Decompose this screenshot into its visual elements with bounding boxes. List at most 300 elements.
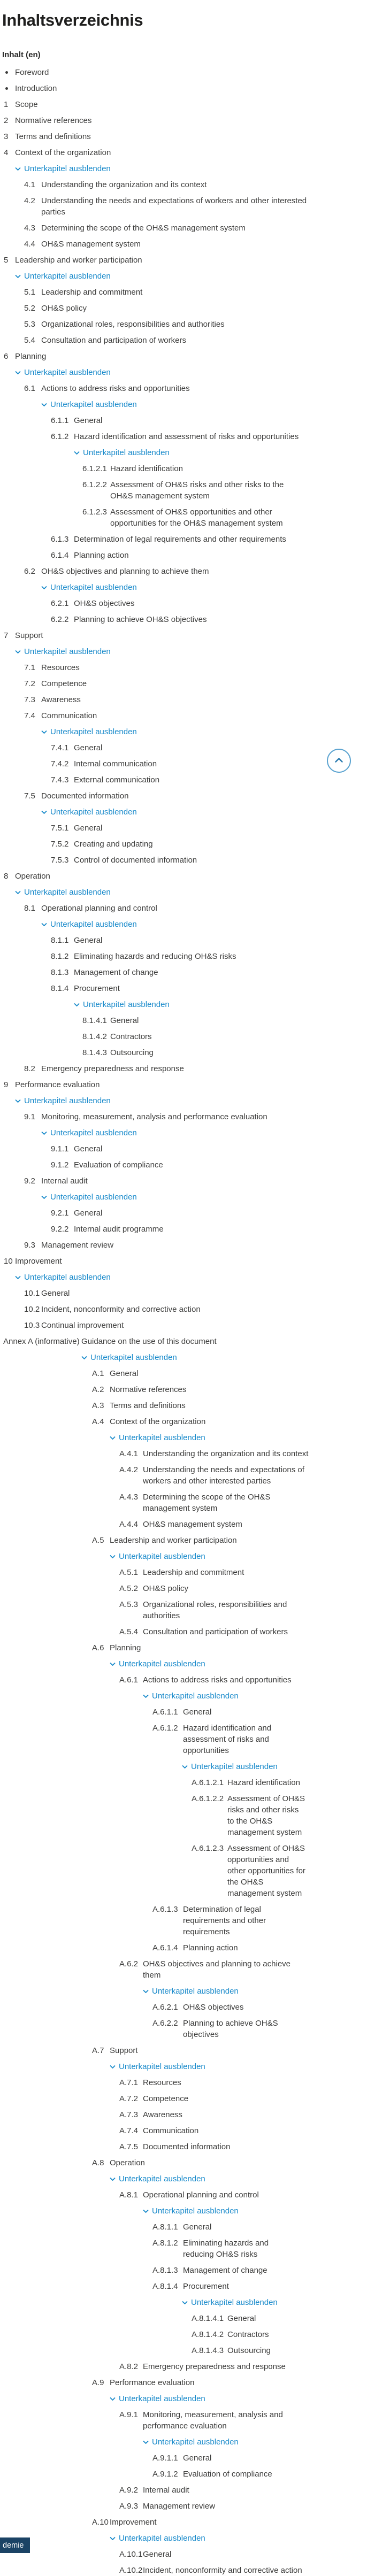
toc-item-label[interactable]: Leadership and worker participation — [110, 1536, 237, 1545]
toc-item-number: 6.2.2 — [51, 615, 69, 624]
toc-item-number: A.6.1.1 — [152, 1708, 178, 1717]
toc-item-label[interactable]: Organizational roles, responsibilities and authorities — [143, 1600, 287, 1620]
subchapter-toggle-label: Unterkapitel ausblenden — [191, 2298, 278, 2307]
toc-item-6-1-2-1 — [0, 463, 321, 474]
subchapter-toggle[interactable] — [41, 806, 137, 818]
bullet-icon — [5, 87, 8, 90]
toc-item-label[interactable]: Assessment of OH&S opportunities and other opportunities for the OH&S management system — [110, 507, 283, 528]
subchapter-toggle[interactable] — [143, 1690, 239, 1702]
toc-item-number: 8.1.2 — [51, 952, 69, 961]
chevron-down-icon — [41, 403, 47, 407]
toc-item-label[interactable]: Procurement — [74, 984, 120, 993]
toc-item-label[interactable]: Planning to achieve OH&S objectives — [74, 615, 207, 624]
toc-item-label[interactable]: General — [41, 1289, 70, 1298]
subchapter-toggle-row — [0, 1191, 321, 1203]
toc-item-a-4-1 — [0, 1448, 321, 1459]
toc-item-label[interactable]: Operation — [110, 2158, 145, 2167]
toc-item-label[interactable]: Operational planning and control — [41, 904, 157, 913]
toc-item-a-6-2-2 — [0, 2018, 321, 2040]
toc-item-label[interactable]: Monitoring, measurement, analysis and performance evaluation — [41, 1112, 267, 1121]
subchapter-toggle[interactable] — [110, 2173, 205, 2185]
toc-item-label[interactable]: General — [227, 2314, 256, 2323]
toc-item-label[interactable]: Understanding the needs and expectations of workers and other interested parties — [41, 196, 307, 217]
toc-item-number: A.6.1.2 — [152, 1724, 178, 1733]
toc-item-label[interactable]: Leadership and commitment — [41, 288, 143, 297]
toc-item-a-4-2 — [0, 1464, 321, 1487]
toc-item-label[interactable]: Assessment of OH&S risks and other risks to the OH&S management system — [227, 1794, 305, 1837]
toc-item-a-10-1 — [0, 2549, 321, 2560]
toc-item-label[interactable]: Competence — [41, 679, 87, 688]
toc-item-1 — [0, 99, 321, 110]
toc-item-7-5-1 — [0, 822, 321, 834]
toc-item-label[interactable]: Hazard identification and assessment of risks and opportunities — [183, 1724, 272, 1755]
toc-item-number: A.10.2 — [119, 2566, 143, 2575]
subchapter-toggle-label: Unterkapitel ausblenden — [119, 1552, 205, 1561]
toc-item-label[interactable]: Foreword — [15, 68, 49, 77]
toc-item-5-4 — [0, 335, 321, 346]
subchapter-toggle-label: Unterkapitel ausblenden — [24, 1273, 111, 1282]
toc-item-8-2 — [0, 1063, 321, 1074]
toc-item-label[interactable]: Monitoring, measurement, analysis and performance evaluation — [143, 2410, 283, 2431]
toc-item-label[interactable]: Improvement — [110, 2518, 157, 2527]
toc-item-label[interactable]: Documented information — [143, 2142, 231, 2151]
toc-subtitle: Inhalt (en) — [2, 50, 41, 59]
subchapter-toggle[interactable] — [15, 271, 111, 282]
subchapter-toggle-label: Unterkapitel ausblenden — [83, 448, 170, 457]
subchapter-toggle-row — [0, 2436, 321, 2448]
subchapter-toggle-label: Unterkapitel ausblenden — [50, 400, 137, 409]
toc-item-a-9 — [0, 2377, 321, 2388]
toc-item-label[interactable]: Incident, nonconformity and corrective action — [143, 2566, 302, 2575]
subchapter-toggle-label: Unterkapitel ausblenden — [24, 164, 111, 173]
toc-item-label[interactable]: Management of change — [74, 968, 158, 977]
toc-item-a-7-4 — [0, 2125, 321, 2136]
toc-item-number: A.6.1.2.2 — [192, 1794, 224, 1803]
toc-item-label[interactable]: Planning — [110, 1643, 141, 1652]
toc-item-label[interactable]: Internal audit programme — [74, 1225, 164, 1234]
toc-item-label[interactable]: Actions to address risks and opportunities — [41, 384, 190, 393]
toc-item-label[interactable]: Planning to achieve OH&S objectives — [183, 2019, 278, 2039]
subchapter-toggle-label: Unterkapitel ausblenden — [119, 2534, 205, 2543]
toc-item-number: A.1 — [92, 1369, 104, 1378]
toc-item-a-6-1-2-2 — [0, 1793, 321, 1838]
subchapter-toggle[interactable] — [110, 2393, 205, 2404]
toc-item-label[interactable]: Internal communication — [74, 759, 157, 768]
toc-item-a-7-5 — [0, 2141, 321, 2152]
toc-item-a-5-4 — [0, 1626, 321, 1637]
toc-item-6-2 — [0, 566, 321, 577]
toc-item-number: 7.3 — [24, 695, 35, 704]
toc-item-label[interactable]: OH&S policy — [143, 1584, 189, 1593]
toc-item-a-8-1-2 — [0, 2237, 321, 2260]
toc-item-number: A.10.1 — [119, 2550, 143, 2559]
toc-item-label[interactable]: Awareness — [41, 695, 81, 704]
toc-item-label[interactable]: General — [143, 2550, 172, 2559]
toc-item-label[interactable]: Assessment of OH&S opportunities and other opportunities for the OH&S management system — [227, 1844, 305, 1898]
subchapter-toggle[interactable] — [41, 399, 137, 410]
toc-item-label[interactable]: OH&S objectives — [74, 599, 135, 608]
toc-item-8-1 — [0, 903, 321, 914]
toc-item-label[interactable]: Consultation and participation of workers — [41, 336, 186, 345]
toc-item-number: 7.2 — [24, 679, 35, 688]
toc-item-number: A.7.5 — [119, 2142, 139, 2151]
toc-item-number: 9.2.2 — [51, 1225, 69, 1234]
chevron-down-icon — [110, 2536, 116, 2541]
subchapter-toggle-label: Unterkapitel ausblenden — [24, 1096, 111, 1105]
subchapter-toggle[interactable] — [15, 646, 111, 657]
toc-item-label[interactable]: Leadership and commitment — [143, 1568, 244, 1577]
subchapter-toggle[interactable] — [41, 1191, 137, 1203]
toc-item-label[interactable]: Internal audit — [143, 2486, 189, 2495]
subchapter-toggle[interactable] — [41, 1127, 137, 1139]
toc-item-number: 4.2 — [24, 196, 35, 205]
toc-item-9-1 — [0, 1111, 321, 1122]
toc-item-a-3 — [0, 1400, 321, 1411]
toc-item-a-6-1-4 — [0, 1942, 321, 1954]
toc-item-label[interactable]: Eliminating hazards and reducing OH&S risks — [183, 2239, 269, 2259]
subchapter-toggle-label: Unterkapitel ausblenden — [152, 1691, 239, 1701]
toc-item-label[interactable]: Understanding the organization and its context — [41, 180, 207, 189]
chevron-down-icon — [41, 922, 47, 927]
toc-item-number: A.9.3 — [119, 2502, 139, 2511]
chevron-down-icon — [15, 650, 21, 654]
subchapter-toggle-row — [0, 887, 321, 898]
scroll-to-top-button[interactable] — [327, 749, 351, 773]
toc-item-number: 9 — [4, 1080, 9, 1089]
toc-item-number: A.8.1.1 — [152, 2223, 178, 2232]
toc-item-label[interactable]: Communication — [143, 2126, 199, 2135]
toc-item-a-6-2 — [0, 1958, 321, 1981]
toc-item-number: 8 — [4, 872, 9, 881]
toc-item-number: A.4 — [92, 1417, 104, 1426]
toc-item-number: 6.1 — [24, 384, 35, 393]
subchapter-toggle-row — [0, 1127, 321, 1139]
subchapter-toggle-label: Unterkapitel ausblenden — [24, 272, 111, 281]
subchapter-toggle[interactable] — [81, 1352, 177, 1363]
subchapter-toggle[interactable] — [182, 2297, 278, 2308]
toc-item-number: A.8.2 — [119, 2362, 139, 2371]
toc-item-number: 6.1.3 — [51, 535, 69, 544]
toc-item-6-1-3 — [0, 534, 321, 545]
toc-item-a-7-1 — [0, 2077, 321, 2088]
toc-item-label[interactable]: Contractors — [227, 2330, 269, 2339]
toc-item-label[interactable]: Terms and definitions — [110, 1401, 186, 1410]
toc-item-number: 4.3 — [24, 224, 35, 233]
toc-item-label[interactable]: General — [183, 1708, 212, 1717]
subchapter-toggle[interactable] — [182, 1761, 278, 1772]
subchapter-toggle-label: Unterkapitel ausblenden — [24, 647, 111, 656]
toc-item-label[interactable]: Support — [15, 631, 43, 640]
toc-item-foreword — [0, 67, 321, 78]
toc-item-a-9-1-1 — [0, 2452, 321, 2464]
subchapter-toggle-row — [0, 1095, 321, 1106]
toc-item-a-7 — [0, 2045, 321, 2056]
toc-item-number: A.6.1 — [119, 1675, 139, 1685]
toc-item-label[interactable]: Normative references — [110, 1385, 187, 1394]
toc-item-a-8-1-4-2 — [0, 2329, 321, 2340]
toc-item-number: 7.5.3 — [51, 856, 69, 865]
toc-item-label[interactable]: Procurement — [183, 2282, 229, 2291]
subchapter-toggle-row — [0, 367, 321, 378]
subchapter-toggle-row — [0, 2205, 321, 2217]
toc-item-label[interactable]: General — [110, 1369, 139, 1378]
toc-item-label[interactable]: Hazard identification — [110, 464, 183, 473]
toc-item-label[interactable]: Internal audit — [41, 1176, 88, 1186]
toc-item-label[interactable]: Determination of legal requirements and other requirements — [183, 1905, 266, 1936]
toc-item-label[interactable]: General — [183, 2454, 212, 2463]
toc-item-label[interactable]: OH&S management system — [41, 240, 141, 249]
toc-item-number: 4.4 — [24, 240, 35, 249]
subchapter-toggle-label: Unterkapitel ausblenden — [191, 1762, 278, 1771]
toc-item-label[interactable]: Performance evaluation — [15, 1080, 100, 1089]
toc-item-label[interactable]: Hazard identification and assessment of risks and opportunities — [74, 432, 299, 441]
toc-item-label[interactable]: Determining the scope of the OH&S management system — [41, 224, 246, 233]
subchapter-toggle[interactable] — [110, 2533, 205, 2544]
toc-item-label[interactable]: Planning — [15, 352, 47, 361]
chevron-down-icon — [110, 1436, 116, 1440]
toc-item-label[interactable]: External communication — [74, 775, 160, 785]
toc-item-label[interactable]: Planning action — [74, 551, 129, 560]
toc-item-7-5 — [0, 790, 321, 802]
toc-item-label[interactable]: Actions to address risks and opportunities — [143, 1675, 292, 1685]
chevron-down-icon — [81, 1356, 87, 1360]
toc-item-label[interactable]: Management review — [41, 1241, 114, 1250]
toc-item-label[interactable]: Emergency preparedness and response — [143, 2362, 286, 2371]
toc-item-label[interactable]: Eliminating hazards and reducing OH&S risks — [74, 952, 236, 961]
side-tab-badge[interactable] — [0, 2537, 30, 2553]
toc-item-5-2 — [0, 303, 321, 314]
toc-item-number: 6.2.1 — [51, 599, 69, 608]
toc-item-4-4 — [0, 239, 321, 250]
toc-item-number: 5.2 — [24, 304, 35, 313]
toc-item-label[interactable]: Assessment of OH&S risks and other risks to the OH&S management system — [110, 480, 284, 501]
toc-item-number: 7.5.2 — [51, 840, 69, 849]
toc-item-label[interactable]: Operational planning and control — [143, 2190, 259, 2200]
subchapter-toggle[interactable] — [143, 2205, 239, 2217]
toc-item-label[interactable]: Terms and definitions — [15, 132, 91, 141]
toc-item-number: 5 — [4, 256, 9, 265]
bullet-icon — [5, 71, 8, 74]
toc-item-label[interactable]: OH&S objectives — [183, 2003, 244, 2012]
toc-item-number: 10.1 — [24, 1289, 40, 1298]
toc-item-number: A.5 — [92, 1536, 104, 1545]
toc-item-number: A.6.1.4 — [152, 1943, 178, 1952]
toc-item-a-6-1-2-1 — [0, 1777, 321, 1788]
toc-item-label[interactable]: Evaluation of compliance — [183, 2470, 272, 2479]
toc-item-10 — [0, 1256, 321, 1267]
toc-item-8-1-2 — [0, 951, 321, 962]
toc-item-label[interactable]: OH&S management system — [143, 1520, 242, 1529]
toc-item-a-5-2 — [0, 1583, 321, 1594]
toc-item-a-8-1 — [0, 2189, 321, 2201]
toc-item-label[interactable]: Guidance on the use of this document — [81, 1337, 217, 1346]
toc-item-label[interactable]: General — [74, 743, 103, 752]
toc-item-number: 4.1 — [24, 180, 35, 189]
subchapter-toggle[interactable] — [15, 1095, 111, 1106]
toc-item-label[interactable]: Evaluation of compliance — [74, 1160, 163, 1170]
toc-item-label[interactable]: Outsourcing — [110, 1048, 154, 1057]
toc-item-label[interactable]: General — [110, 1016, 139, 1025]
toc-item-label[interactable]: General — [74, 416, 103, 425]
toc-item-number: 6.1.2 — [51, 432, 69, 441]
subchapter-toggle-label: Unterkapitel ausblenden — [152, 1987, 239, 1996]
chevron-down-icon — [15, 274, 21, 279]
toc-item-number: A.9 — [92, 2378, 104, 2387]
toc-item-annex-a-informative — [0, 1336, 321, 1347]
toc-item-6-1 — [0, 383, 321, 394]
chevron-down-icon — [182, 2301, 188, 2305]
subchapter-toggle[interactable] — [143, 1986, 239, 1997]
toc-item-number: A.9.1 — [119, 2410, 139, 2419]
toc-item-label[interactable]: Resources — [143, 2078, 181, 2087]
toc-item-number: 5.4 — [24, 336, 35, 345]
subchapter-toggle-label: Unterkapitel ausblenden — [50, 1128, 137, 1137]
toc-item-number: A.7.1 — [119, 2078, 139, 2087]
toc-item-number: 8.1.4 — [51, 984, 69, 993]
subchapter-toggle-row — [0, 1690, 321, 1702]
toc-item-label[interactable]: Understanding the needs and expectations of workers and other interested parties — [143, 1465, 304, 1486]
chevron-up-icon — [334, 757, 343, 765]
toc-item-label[interactable]: Organizational roles, responsibilities and authorities — [41, 320, 225, 329]
toc-item-7-5-3 — [0, 855, 321, 866]
toc-item-label[interactable]: Outsourcing — [227, 2346, 271, 2355]
toc-item-label[interactable]: Communication — [41, 711, 97, 720]
subchapter-toggle-row — [0, 919, 321, 930]
subchapter-toggle[interactable] — [15, 1272, 111, 1283]
toc-item-label[interactable]: Competence — [143, 2094, 189, 2103]
subchapter-toggle[interactable] — [41, 582, 137, 593]
toc-item-label[interactable]: Performance evaluation — [110, 2378, 195, 2387]
toc-item-a-6 — [0, 1642, 321, 1654]
subchapter-toggle-label: Unterkapitel ausblenden — [90, 1353, 177, 1362]
toc-item-number: A.8.1.4.3 — [192, 2346, 224, 2355]
subchapter-toggle-row — [0, 2173, 321, 2185]
toc-item-label[interactable]: Documented information — [41, 791, 129, 801]
subchapter-toggle[interactable] — [110, 1432, 205, 1443]
toc-item-a-9-3 — [0, 2501, 321, 2512]
toc-item-number: A.8.1.3 — [152, 2266, 178, 2275]
subchapter-toggle[interactable] — [15, 367, 111, 378]
toc-item-4 — [0, 147, 321, 158]
chevron-down-icon — [41, 586, 47, 590]
toc-item-a-4-3 — [0, 1491, 321, 1514]
subchapter-toggle-row — [0, 1551, 321, 1562]
toc-item-a-8-1-3 — [0, 2265, 321, 2276]
toc-item-label[interactable]: Emergency preparedness and response — [41, 1064, 184, 1073]
toc-item-label[interactable]: Determination of legal requirements and other requirements — [74, 535, 286, 544]
subchapter-toggle[interactable] — [41, 726, 137, 737]
subchapter-toggle[interactable] — [110, 1551, 205, 1562]
subchapter-toggle[interactable] — [15, 163, 111, 174]
toc-item-label[interactable]: OH&S objectives and planning to achieve them — [41, 567, 209, 576]
toc-item-label[interactable]: OH&S objectives and planning to achieve them — [143, 1959, 291, 1980]
toc-item-a-6-1-1 — [0, 1706, 321, 1718]
toc-item-label[interactable]: Management review — [143, 2502, 216, 2511]
toc-item-number: 7.1 — [24, 663, 35, 672]
toc-item-number: A.4.1 — [119, 1449, 139, 1458]
toc-item-label[interactable]: Resources — [41, 663, 80, 672]
toc-item-label[interactable]: Support — [110, 2046, 138, 2055]
toc-item-label[interactable]: Determining the scope of the OH&S management system — [143, 1493, 271, 1513]
subchapter-toggle[interactable] — [110, 2061, 205, 2072]
toc-item-6-1-2-3 — [0, 506, 321, 529]
toc-item-number: 8.2 — [24, 1064, 35, 1073]
toc-item-6-2-2 — [0, 614, 321, 625]
toc-item-label[interactable]: Hazard identification — [227, 1778, 300, 1787]
subchapter-toggle-label: Unterkapitel ausblenden — [50, 727, 137, 736]
subchapter-toggle-label: Unterkapitel ausblenden — [24, 888, 111, 897]
toc-item-number: A.9.1.2 — [152, 2470, 178, 2479]
toc-item-label[interactable]: Consultation and participation of workers — [143, 1627, 288, 1636]
toc-item-label[interactable]: Improvement — [15, 1257, 62, 1266]
toc-item-a-1 — [0, 1368, 321, 1379]
toc-item-a-10-2 — [0, 2565, 321, 2576]
toc-item-5 — [0, 255, 321, 266]
chevron-down-icon — [110, 1555, 116, 1559]
toc-item-number: 6.1.2.1 — [82, 464, 107, 473]
subchapter-toggle-label: Unterkapitel ausblenden — [50, 583, 137, 592]
subchapter-toggle[interactable] — [41, 919, 137, 930]
subchapter-toggle[interactable] — [15, 887, 111, 898]
toc-item-a-6-1 — [0, 1674, 321, 1686]
toc-item-7-4-3 — [0, 774, 321, 786]
toc-item-label[interactable]: Context of the organization — [15, 148, 111, 157]
toc-item-label[interactable]: OH&S policy — [41, 304, 87, 313]
toc-item-label[interactable]: Context of the organization — [110, 1417, 206, 1426]
subchapter-toggle[interactable] — [143, 2436, 239, 2448]
toc-item-label[interactable]: General — [74, 824, 103, 833]
toc-item-label[interactable]: Management of change — [183, 2266, 267, 2275]
toc-item-label[interactable]: Normative references — [15, 116, 92, 125]
subchapter-toggle[interactable] — [110, 1658, 205, 1670]
toc-item-number: A.5.1 — [119, 1568, 139, 1577]
toc-item-label[interactable]: Leadership and worker participation — [15, 256, 142, 265]
toc-item-6-1-4 — [0, 550, 321, 561]
toc-item-label[interactable]: Control of documented information — [74, 856, 197, 865]
toc-item-label[interactable]: Contractors — [110, 1032, 152, 1041]
toc-item-label[interactable]: Scope — [15, 100, 38, 109]
toc-item-label[interactable]: General — [74, 936, 103, 945]
toc-item-number: A.6.2.2 — [152, 2019, 178, 2028]
toc-item-label[interactable]: Incident, nonconformity and corrective action — [41, 1305, 201, 1314]
toc-item-number: 7.4 — [24, 711, 35, 720]
toc-item-label[interactable]: Creating and updating — [74, 840, 153, 849]
subchapter-toggle[interactable] — [74, 447, 170, 458]
toc-item-introduction — [0, 83, 321, 94]
toc-item-label[interactable]: Understanding the organization and its context — [143, 1449, 309, 1458]
toc-item-label[interactable]: Awareness — [143, 2110, 182, 2119]
toc-item-number: A.7.3 — [119, 2110, 139, 2119]
toc-item-number: 7.4.3 — [51, 775, 69, 785]
toc-item-label[interactable]: General — [74, 1209, 103, 1218]
toc-item-6-1-1 — [0, 415, 321, 426]
toc-item-9-1-2 — [0, 1159, 321, 1171]
toc-item-a-8-1-1 — [0, 2221, 321, 2233]
toc-item-label[interactable]: General — [74, 1144, 103, 1154]
subchapter-toggle-row — [0, 1272, 321, 1283]
toc-item-label[interactable]: Introduction — [15, 84, 57, 93]
chevron-down-icon — [110, 2177, 116, 2181]
toc-item-label[interactable]: Planning action — [183, 1943, 238, 1952]
toc-item-3 — [0, 131, 321, 142]
toc-item-label[interactable]: General — [183, 2223, 212, 2232]
toc-item-number: 9.3 — [24, 1241, 35, 1250]
toc-item-label[interactable]: Continual improvement — [41, 1321, 124, 1330]
toc-item-label[interactable]: Operation — [15, 872, 50, 881]
subchapter-toggle[interactable] — [74, 999, 170, 1010]
toc-item-6-1-2-2 — [0, 479, 321, 502]
toc-item-number: A.6.2 — [119, 1959, 139, 1968]
